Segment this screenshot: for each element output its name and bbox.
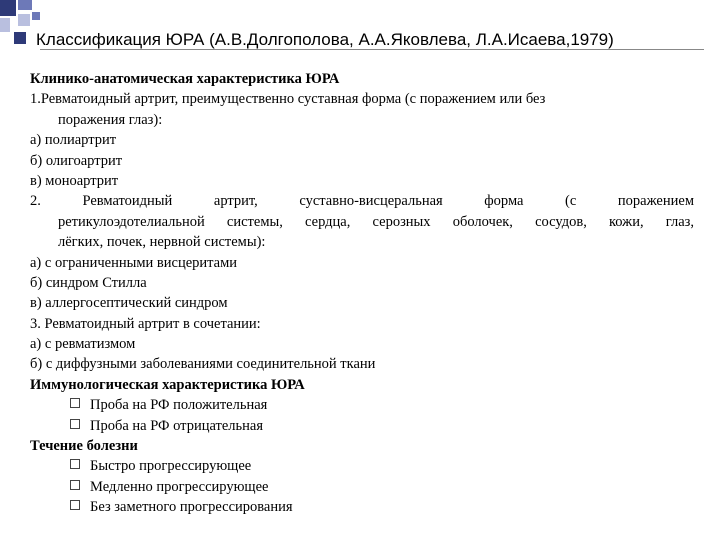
group3-item-b: б) с диффузными заболеваниями соединительной ткани: [30, 356, 376, 373]
group3-line1: 3. Ревматоидный артрит в сочетании:: [30, 315, 261, 332]
list-item: [30, 497, 694, 517]
list-item: [30, 395, 694, 415]
group1-line2: поражения глаз):: [58, 111, 163, 128]
clinical-heading: Клинико-анатомическая характеристика ЮРА: [30, 71, 340, 87]
square-outline-icon: [70, 500, 80, 510]
deco-square-5: [14, 32, 26, 44]
deco-square-1: [0, 0, 16, 16]
group1-item-b: б) олигоартрит: [30, 152, 123, 169]
group3-item-a: а) с ревматизмом: [30, 336, 136, 353]
group2-line2: ретикулоэдотелиальной системы, сердца, серозных оболочек, сосудов, кожи, глаз,: [58, 213, 694, 230]
group1-item-a: а) полиартрит: [30, 132, 117, 149]
course-item-label: Медленно прогрессирующее: [90, 478, 269, 495]
deco-square-6: [32, 12, 40, 20]
group2-line3: лёгких, почек, нервной системы):: [58, 234, 266, 251]
deco-square-4: [18, 14, 30, 26]
square-outline-icon: [70, 398, 80, 408]
list-item: [30, 456, 694, 476]
deco-square-2: [18, 0, 32, 10]
course-item-label: Быстро прогрессирующее: [90, 458, 252, 475]
immuno-item-label: Проба на РФ отрицательная: [90, 417, 264, 434]
immuno-item-label: Проба на РФ положительная: [90, 397, 268, 414]
group2-item-b: б) синдром Стилла: [30, 274, 147, 291]
immuno-heading: Иммунологическая характеристика ЮРА: [30, 376, 305, 393]
deco-square-3: [0, 18, 10, 32]
document-body: [30, 69, 694, 518]
title-divider: [40, 49, 704, 50]
group2-item-a: а) с ограниченными висцеритами: [30, 254, 238, 271]
square-outline-icon: [70, 459, 80, 469]
square-outline-icon: [70, 480, 80, 490]
course-item-label: Без заметного прогрессирования: [90, 499, 293, 516]
group2-line1: 2. Ревматоидный артрит, суставно-висцеральная форма (с поражением: [30, 193, 694, 210]
group1-line1: 1.Ревматоидный артрит, преимущественно суставная форма (с поражением или без: [30, 91, 546, 108]
group2-item-c: в) аллергосептический синдром: [30, 295, 228, 312]
group1-item-c: в) моноартрит: [30, 172, 119, 189]
list-item: [30, 477, 694, 497]
square-outline-icon: [70, 419, 80, 429]
course-heading: Течение болезни: [30, 438, 138, 455]
list-item: [30, 416, 694, 436]
page-title: Классификация ЮРА (А.В.Долгополова, А.А.Яковлева, Л.А.Исаева,1979): [36, 30, 614, 49]
